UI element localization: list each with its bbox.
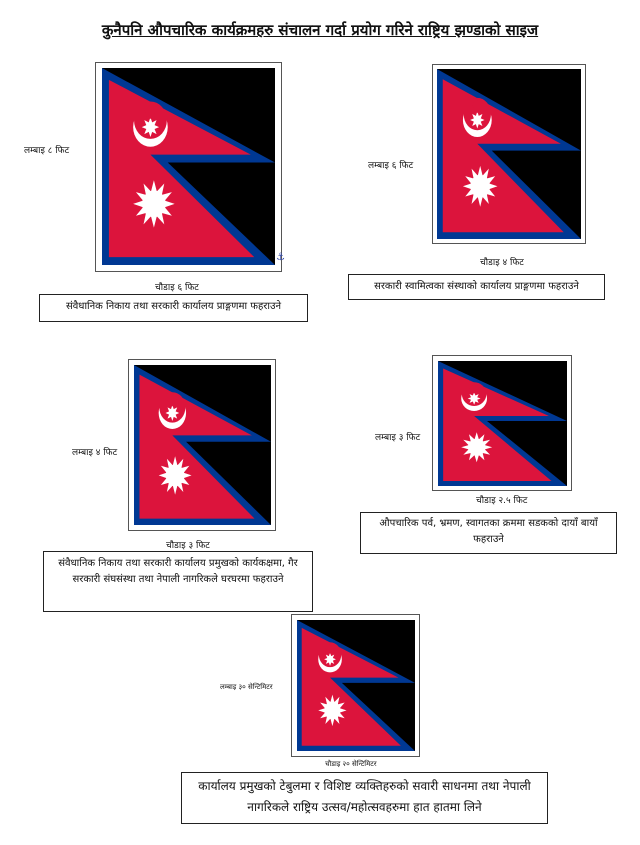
nepal-flag-3 bbox=[134, 365, 271, 525]
flag-5-width: चौडाइ २० सेन्टिमिटर bbox=[325, 760, 377, 768]
flag-1-width: चौडाइ ६ फिट bbox=[155, 283, 199, 293]
flag-frame-5 bbox=[291, 614, 420, 757]
flag-2-length: लम्बाइ ६ फिट bbox=[368, 161, 414, 171]
flag-1-length: लम्बाइ ८ फिट bbox=[24, 146, 70, 156]
flag-frame-1 bbox=[95, 62, 282, 272]
flag-5-length: लम्बाइ ३० सेन्टिमिटर bbox=[220, 683, 273, 691]
flag-4-usage: औपचारिक पर्व, भ्रमण, स्वागतका क्रममा सडकको दायाँ बायाँ फहराउने bbox=[360, 512, 617, 554]
flag-3-width: चौडाइ ३ फिट bbox=[166, 541, 210, 551]
nepal-flag-5 bbox=[297, 620, 415, 751]
anchor-icon: ⚓ bbox=[276, 252, 285, 263]
flag-3-usage: संवैधानिक निकाय तथा सरकारी कार्यालय प्रमुखको कार्यकक्षमा, गैर सरकारी संघसंस्था तथा नेपाली नागरिकले घरघरमा फहराउने bbox=[43, 551, 313, 612]
flag-2-width: चौडाइ ४ फिट bbox=[480, 258, 524, 268]
flag-4-length: लम्बाइ ३ फिट bbox=[375, 433, 421, 443]
flag-frame-4 bbox=[432, 355, 572, 491]
flag-3-length: लम्बाइ ४ फिट bbox=[72, 448, 118, 458]
flag-1-usage: संवैधानिक निकाय तथा सरकारी कार्यालय प्राङ्गणमा फहराउने bbox=[39, 294, 308, 322]
flag-4-width: चौडाइ २.५ फिट bbox=[476, 496, 528, 506]
flag-frame-2 bbox=[432, 64, 586, 244]
nepal-flag-4 bbox=[438, 361, 567, 486]
nepal-flag-1 bbox=[102, 68, 275, 265]
nepal-flag-2 bbox=[437, 69, 581, 239]
page-title: कुनैपनि औपचारिक कार्यक्रमहरु संचालन गर्दा प्रयोग गरिने राष्ट्रिय झण्डाको साइज bbox=[101, 21, 539, 39]
flag-5-usage: कार्यालय प्रमुखको टेबुलमा र विशिष्ट व्यक्तिहरुको सवारी साधनमा तथा नेपाली नागरिकले राष्ट्रिय उत्सव/महोत्सवहरुमा हात हातमा लिने bbox=[181, 772, 548, 824]
flag-2-usage: सरकारी स्वामित्वका संस्थाको कार्यालय प्राङ्गणमा फहराउने bbox=[348, 274, 605, 300]
flag-frame-3 bbox=[128, 359, 276, 531]
